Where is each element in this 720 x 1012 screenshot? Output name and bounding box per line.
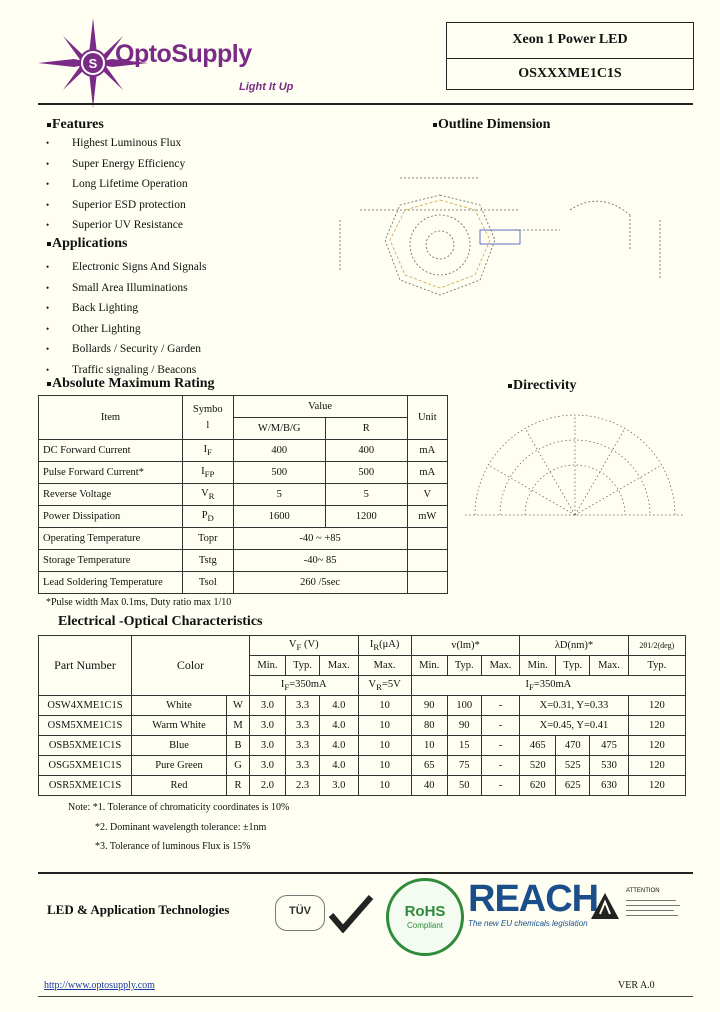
- cell-value: 530: [590, 756, 628, 776]
- cell-value: 5: [325, 484, 407, 506]
- cell-symbol: Topr: [182, 528, 233, 550]
- cell-value: -: [481, 716, 519, 736]
- cell-unit: mW: [407, 506, 447, 528]
- website-link[interactable]: http://www.optosupply.com: [44, 980, 155, 991]
- list-item: • Highest Luminous Flux: [46, 134, 346, 155]
- version-label: VER A.0: [618, 980, 655, 991]
- table-row: [39, 636, 686, 656]
- cell-part: OSR5XME1C1S: [39, 776, 132, 796]
- cell-value: 500: [325, 462, 407, 484]
- tuv-label: TÜV: [289, 905, 311, 917]
- condition-vr: $V_R=5V$: [358, 676, 411, 696]
- cell-value: 4.0: [320, 696, 358, 716]
- cell-value: 4.0: [320, 756, 358, 776]
- cell-value: 630: [590, 776, 628, 796]
- header-typ: Typ.: [556, 656, 590, 676]
- header-color: Color: [132, 636, 250, 696]
- header-ir: $I_R(\mu A)$: [358, 636, 411, 656]
- cell-item: DC Forward Current: [39, 440, 183, 462]
- table-row: [39, 550, 448, 572]
- list-item: • Traffic signaling / Beacons: [46, 361, 346, 382]
- features-list: [46, 134, 346, 237]
- cell-value: 3.3: [285, 696, 319, 716]
- cell-value: 400: [233, 440, 325, 462]
- list-item: • Back Lighting: [46, 299, 346, 320]
- cell-value: 10: [411, 736, 447, 756]
- cell-value: 5: [233, 484, 325, 506]
- header-max: Max.: [481, 656, 519, 676]
- cell-unit: mA: [407, 462, 447, 484]
- cell-value: 10: [358, 736, 411, 756]
- cell-code: R: [227, 776, 250, 796]
- cell-value: 120: [628, 756, 685, 776]
- condition-if: $I_F=350mA$: [250, 676, 359, 696]
- cell-symbol: $V_R$: [182, 484, 233, 506]
- applications-heading: Applications: [47, 236, 127, 252]
- cell-value: 90: [447, 716, 481, 736]
- cell-item: Storage Temperature: [39, 550, 183, 572]
- product-name: Xeon 1 Power LED: [512, 32, 628, 47]
- eo-note-3: *3. Tolerance of luminous Flux is 15%: [95, 841, 251, 852]
- cell-unit: [407, 550, 447, 572]
- list-item: • Electronic Signs And Signals: [46, 258, 346, 279]
- table-row: [39, 506, 448, 528]
- reach-label: REACH: [468, 878, 599, 920]
- cell-code: G: [227, 756, 250, 776]
- esd-label: ATTENTION: [626, 888, 660, 894]
- cell-color: White: [132, 696, 227, 716]
- cell-item: Operating Temperature: [39, 528, 183, 550]
- cell-color: Warm White: [132, 716, 227, 736]
- outline-heading: Outline Dimension: [433, 117, 550, 133]
- cell-item: Lead Soldering Temperature: [39, 572, 183, 594]
- cell-value: 80: [411, 716, 447, 736]
- header-part: Part Number: [39, 636, 132, 696]
- cell-value: 120: [628, 696, 685, 716]
- cell-value: 10: [358, 716, 411, 736]
- footer-divider: [38, 872, 693, 874]
- cell-value: 120: [628, 716, 685, 736]
- cell-item: Reverse Voltage: [39, 484, 183, 506]
- eo-heading: Electrical -Optical Characteristics: [58, 614, 263, 629]
- header-typ: Typ.: [628, 656, 685, 676]
- header-wmbg: W/M/B/G: [233, 418, 325, 440]
- cell-part: OSM5XME1C1S: [39, 716, 132, 736]
- table-row: [39, 484, 448, 506]
- list-item: • Other Lighting: [46, 320, 346, 341]
- cell-value: 75: [447, 756, 481, 776]
- cell-value: 90: [411, 696, 447, 716]
- header-max: Max.: [590, 656, 628, 676]
- table-row: [39, 462, 448, 484]
- cell-value: 475: [590, 736, 628, 756]
- esd-warning-icon: [590, 892, 620, 920]
- table-row: [39, 528, 448, 550]
- condition-if: $I_F=350mA$: [411, 676, 685, 696]
- cell-color: Pure Green: [132, 756, 227, 776]
- amr-heading: Absolute Maximum Rating: [47, 376, 215, 392]
- eo-note-1: Note: *1. Tolerance of chromaticity coordinates is 10%: [68, 802, 290, 813]
- cell-value: -: [481, 696, 519, 716]
- cell-value: 3.0: [250, 756, 286, 776]
- cell-value: 100: [447, 696, 481, 716]
- cell-color: Red: [132, 776, 227, 796]
- cell-part: OSW4XME1C1S: [39, 696, 132, 716]
- footer-title: LED & Application Technologies: [47, 902, 230, 917]
- cell-value: 4.0: [320, 736, 358, 756]
- table-row: [39, 756, 686, 776]
- rohs-label: RoHS: [404, 903, 446, 920]
- cell-value: 1600: [233, 506, 325, 528]
- list-item: • Superior ESD protection: [46, 196, 346, 217]
- esd-warning: [590, 888, 690, 928]
- table-row: [39, 696, 686, 716]
- reach-sublabel: The new EU chemicals legislation: [468, 919, 588, 928]
- cell-value: 15: [447, 736, 481, 756]
- checkmark-icon: [327, 893, 375, 933]
- cell-value: X=0.45, Y=0.41: [520, 716, 629, 736]
- header-flux: v(lm)*: [411, 636, 520, 656]
- cell-value: X=0.31, Y=0.33: [520, 696, 629, 716]
- cell-value: 3.3: [285, 716, 319, 736]
- outline-drawing: [330, 170, 690, 320]
- cell-value: 10: [358, 696, 411, 716]
- cell-value: 40: [411, 776, 447, 796]
- table-row: [39, 736, 686, 756]
- cell-value: 2.0: [250, 776, 286, 796]
- header-vf: $V_F$ (V): [250, 636, 359, 656]
- brand-name: OptoSupply: [115, 40, 252, 68]
- applications-list: [46, 258, 346, 381]
- cell-value: 400: [325, 440, 407, 462]
- cell-value: 3.0: [250, 716, 286, 736]
- rohs-badge: [386, 878, 464, 956]
- cell-value: 500: [233, 462, 325, 484]
- header-symbol: Symbo l: [182, 396, 233, 440]
- header-min: Min.: [411, 656, 447, 676]
- cell-value: 10: [358, 756, 411, 776]
- header-min: Min.: [520, 656, 556, 676]
- cell-symbol: Tsol: [182, 572, 233, 594]
- cell-unit: mA: [407, 440, 447, 462]
- header-typ: Typ.: [447, 656, 481, 676]
- list-item: • Bollards / Security / Garden: [46, 340, 346, 361]
- list-item: • Super Energy Efficiency: [46, 155, 346, 176]
- amr-note: *Pulse width Max 0.1ms, Duty ratio max 1/10: [46, 597, 232, 608]
- header-max: Max.: [358, 656, 411, 676]
- header-r: R: [325, 418, 407, 440]
- header-max: Max.: [320, 656, 358, 676]
- table-row: [39, 572, 448, 594]
- cell-value: 65: [411, 756, 447, 776]
- brand-tagline: Light It Up: [239, 81, 294, 93]
- table-row: [39, 440, 448, 462]
- cell-value: 2.3: [285, 776, 319, 796]
- table-row: [39, 396, 448, 418]
- cell-value: 620: [520, 776, 556, 796]
- cell-unit: [407, 572, 447, 594]
- amr-table: [38, 395, 448, 594]
- directivity-heading: Directivity: [508, 378, 577, 394]
- cell-part: OSG5XME1C1S: [39, 756, 132, 776]
- footer-bottom-line: [38, 996, 693, 997]
- header-unit: Unit: [407, 396, 447, 440]
- list-item: • Small Area Illuminations: [46, 279, 346, 300]
- cell-symbol: $I_F$: [182, 440, 233, 462]
- cell-value: 3.3: [285, 756, 319, 776]
- header-wavelength: λD(nm)*: [520, 636, 629, 656]
- cell-part: OSB5XME1C1S: [39, 736, 132, 756]
- eo-note-2: *2. Dominant wavelength tolerance: ±1nm: [95, 822, 267, 833]
- rohs-sublabel: Compliant: [406, 921, 443, 930]
- cell-value: 3.0: [250, 696, 286, 716]
- cell-value: 4.0: [320, 716, 358, 736]
- cell-value: -: [481, 776, 519, 796]
- cell-symbol: Tstg: [182, 550, 233, 572]
- cell-value: -: [481, 756, 519, 776]
- cell-unit: [407, 528, 447, 550]
- cell-code: M: [227, 716, 250, 736]
- cell-color: Blue: [132, 736, 227, 756]
- cell-item: Power Dissipation: [39, 506, 183, 528]
- emblem-letter: S: [88, 56, 98, 71]
- cell-value: 625: [556, 776, 590, 796]
- cell-value: 465: [520, 736, 556, 756]
- cell-value: 3.0: [320, 776, 358, 796]
- directivity-chart: [460, 400, 690, 530]
- eo-table: [38, 635, 686, 796]
- cell-value: -40 ~ +85: [233, 528, 407, 550]
- cell-value: 3.3: [285, 736, 319, 756]
- company-logo: [38, 18, 308, 108]
- reach-badge: [468, 878, 599, 929]
- features-heading: Features: [47, 117, 104, 133]
- cell-value: -: [481, 736, 519, 756]
- cell-code: B: [227, 736, 250, 756]
- part-code: OSXXXME1C1S: [518, 66, 622, 81]
- header-divider: [38, 103, 693, 105]
- cell-value: 10: [358, 776, 411, 796]
- list-item: • Superior UV Resistance: [46, 216, 346, 237]
- cell-value: -40~ 85: [233, 550, 407, 572]
- cell-symbol: $P_D$: [182, 506, 233, 528]
- header-item: Item: [39, 396, 183, 440]
- table-row: [39, 716, 686, 736]
- cell-value: 470: [556, 736, 590, 756]
- cell-value: 120: [628, 736, 685, 756]
- table-row: [39, 776, 686, 796]
- header-min: Min.: [250, 656, 286, 676]
- header-typ: Typ.: [285, 656, 319, 676]
- cell-item: Pulse Forward Current*: [39, 462, 183, 484]
- cell-value: 120: [628, 776, 685, 796]
- cell-value: 525: [556, 756, 590, 776]
- cell-value: 520: [520, 756, 556, 776]
- cell-unit: V: [407, 484, 447, 506]
- cell-value: 260 /5sec: [233, 572, 407, 594]
- tuv-badge: [275, 895, 325, 931]
- cell-value: 50: [447, 776, 481, 796]
- list-item: • Long Lifetime Operation: [46, 175, 346, 196]
- header-angle: 2θ1/2(deg): [628, 636, 685, 656]
- cell-value: 1200: [325, 506, 407, 528]
- cell-value: 3.0: [250, 736, 286, 756]
- cell-code: W: [227, 696, 250, 716]
- header-value: Value: [233, 396, 407, 418]
- product-title-box: [446, 22, 694, 90]
- cell-symbol: $I_{FP}$: [182, 462, 233, 484]
